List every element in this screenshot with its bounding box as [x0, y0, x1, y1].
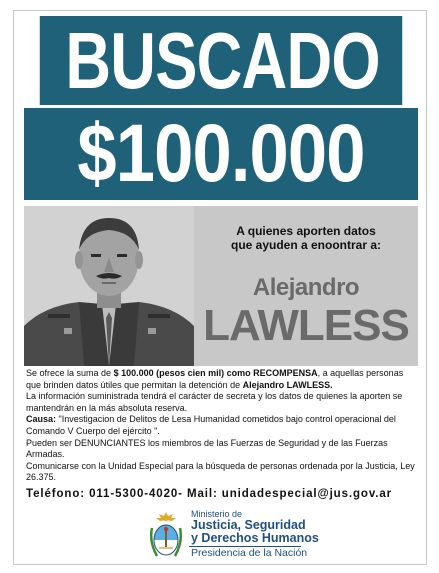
- suspect-photo: [24, 206, 194, 366]
- ministry-name-line-2: y Derechos Humanos: [191, 531, 319, 545]
- cause-paragraph: [26, 414, 418, 437]
- ministry-name: [191, 519, 321, 545]
- reward-amount: $100.000: [77, 108, 365, 199]
- contact-unit-paragraph: Comunicarse con la Unidad Especial para la búsqueda de personas ordenada por la Justicia, Ley 26.375.: [26, 460, 415, 483]
- reward-text-d: Alejandro LAWLESS.: [242, 379, 333, 390]
- lead-line-1: A quienes aporten datos: [236, 224, 376, 238]
- ministry-prefix: Ministerio de: [191, 509, 243, 519]
- reward-paragraph: [26, 368, 418, 391]
- reward-band: [24, 108, 418, 200]
- ministry-footer: [24, 508, 418, 564]
- headline: BUSCADO: [65, 16, 380, 105]
- presidency-label: Presidencia de la Nación: [191, 547, 308, 559]
- confidentiality-paragraph: La información suministrada tendrá el carácter de secreta y los datos de quienes la aporten se mantendrán en la más absoluta reserva.: [26, 391, 403, 413]
- cause-text: "Investigacion de Delitos de Lesa Humanidad cometidos bajo control operacional del Comando V Cuerpo del ejército ".: [26, 414, 396, 436]
- suspect-last-name: LAWLESS: [203, 301, 409, 350]
- suspect-portrait-image: [24, 206, 194, 366]
- reward-text-a: Se ofrece la suma de: [26, 368, 114, 378]
- wanted-poster: [13, 10, 427, 565]
- lead-text: [194, 224, 418, 252]
- reward-details: [26, 368, 418, 484]
- headline-band: [40, 16, 402, 105]
- argentina-coat-of-arms-icon: [149, 510, 183, 560]
- reward-text-b: $ 100.000 (pesos cien mil) como RECOMPENSA: [113, 368, 318, 378]
- cause-label: Causa:: [26, 414, 57, 425]
- ministry-name-line-1: Justicia, Seguridad: [191, 518, 306, 532]
- lead-line-2: que ayuden a enoontrar a:: [230, 238, 382, 252]
- informants-paragraph: Pueden ser DENUNCIANTES los miembros de las Fuerzas de Seguridad y de las Fuerzas Armadas.: [26, 437, 388, 460]
- contact-line: Teléfono: 011-5300-4020- Mail: unidadespecial@jus.gov.ar: [26, 488, 393, 500]
- target-info-box: [194, 206, 418, 366]
- reward-text-c: , a aquellas personas que brinden datos útiles que permitan la detención de: [26, 368, 404, 390]
- suspect-first-name: Alejandro: [252, 274, 360, 301]
